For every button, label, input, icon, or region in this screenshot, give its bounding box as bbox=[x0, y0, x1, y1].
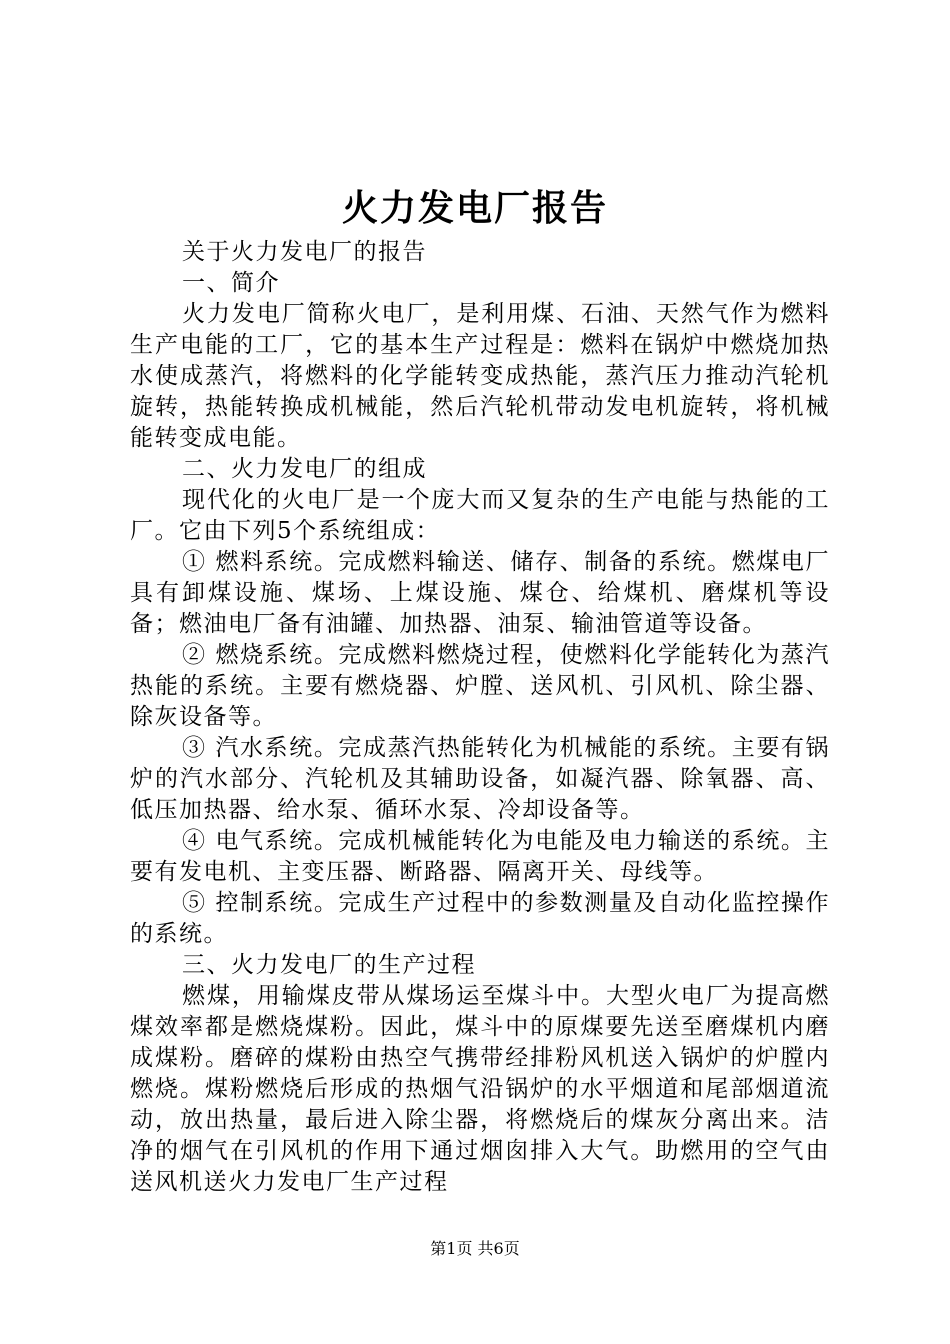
section-heading-production: 三、火力发电厂的生产过程 bbox=[182, 952, 476, 978]
page-footer: 第1页 共6页 bbox=[430, 1239, 520, 1258]
document-title: 火力发电厂报告 bbox=[341, 187, 608, 229]
list-item-electrical-system: ④ 电气系统。完成机械能转化为电能及电力输送的系统。主要有发电机、主变压器、断路器、隔离开关、母线等。 bbox=[130, 828, 830, 885]
list-item-fuel-system: ① 燃料系统。完成燃料输送、储存、制备的系统。燃煤电厂具有卸煤设施、煤场、上煤设施、煤仓、给煤机、磨煤机等设备；燃油电厂备有油罐、加热器、油泵、输油管道等设备。 bbox=[130, 549, 830, 637]
paragraph-report-heading: 关于火力发电厂的报告 bbox=[182, 239, 427, 265]
list-item-control-system: ⑤ 控制系统。完成生产过程中的参数测量及自动化监控操作的系统。 bbox=[130, 890, 830, 947]
paragraph-production: 燃煤，用输煤皮带从煤场运至煤斗中。大型火电厂为提高燃煤效率都是燃烧煤粉。因此，煤斗中的原煤要先送至磨煤机内磨成煤粉。磨碎的煤粉由热空气携带经排粉风机送入锅炉的炉膛内燃烧。煤粉燃烧后形成的热烟气沿锅炉的水平烟道和尾部烟道流动，放出热量，最后进入除尘器，将燃烧后的煤灰分离出来。洁净的烟气在引风机的作用下通过烟囱排入大气。助燃用的空气由送风机送火力发电厂生产过程 bbox=[130, 983, 830, 1195]
list-item-steam-water-system: ③ 汽水系统。完成蒸汽热能转化为机械能的系统。主要有锅炉的汽水部分、汽轮机及其辅助设备，如凝汽器、除氧器、高、低压加热器、给水泵、循环水泵、冷却设备等。 bbox=[130, 735, 830, 823]
section-heading-intro: 一、简介 bbox=[182, 270, 280, 296]
paragraph-composition: 现代化的火电厂是一个庞大而又复杂的生产电能与热能的工厂。它由下列5个系统组成： bbox=[130, 487, 830, 544]
section-heading-composition: 二、火力发电厂的组成 bbox=[182, 456, 427, 482]
document-body bbox=[130, 237, 830, 1198]
list-item-combustion-system: ② 燃烧系统。完成燃料燃烧过程，使燃料化学能转化为蒸汽热能的系统。主要有燃烧器、炉膛、送风机、引风机、除尘器、除灰设备等。 bbox=[130, 642, 830, 730]
paragraph-intro: 火力发电厂简称火电厂，是利用煤、石油、天然气作为燃料生产电能的工厂，它的基本生产过程是：燃料在锅炉中燃烧加热水使成蒸汽，将燃料的化学能转变成热能，蒸汽压力推动汽轮机旋转，热能转换成机械能，然后汽轮机带动发电机旋转，将机械能转变成电能。 bbox=[130, 301, 830, 451]
